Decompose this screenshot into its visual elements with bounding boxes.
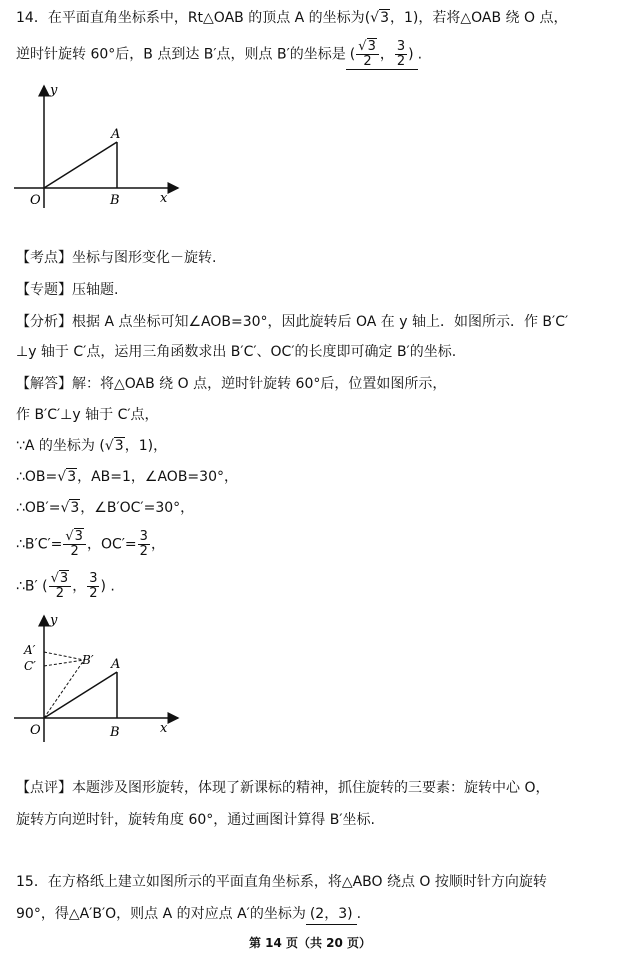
dianping-line2: 旋转方向逆时针，旋转角度 60°，通过画图计算得 B′坐标. — [16, 812, 375, 828]
label-x: x — [160, 721, 168, 736]
label-y: y — [50, 83, 58, 98]
label-y: y — [50, 613, 58, 628]
step-3: ∴OB′=√3，∠B′OC′=30°， — [16, 500, 195, 516]
q14-line2: 逆时针旋转 60°后，B 点到达 B′点，则点 B′的坐标是 ( $\frac{√3}{2}$ ， $\frac{3}{2}$ ) . — [16, 39, 423, 69]
q15-line1: 15．在方格纸上建立如图所示的平面直角坐标系，将△ABO 绕点 O 按顺时针方向旋转 — [16, 874, 547, 890]
label-a-prime: A′ — [24, 643, 36, 657]
label-a: A — [111, 657, 121, 672]
segment-oa — [44, 672, 117, 718]
segment-a-prime-b-prime — [44, 652, 84, 660]
jieda-line1: 【解答】解：将△OAB 绕 O 点，逆时针旋转 60°后，位置如图所示， — [16, 376, 447, 392]
step-4: ∴B′C′= $\frac{√3}{2}$ ，OC′= $\frac{3}{2}$ ， — [16, 529, 165, 559]
label-b-prime: B′ — [82, 653, 94, 667]
segment-ob-prime — [44, 660, 84, 718]
step-5: ∴B′ ( $\frac{√3}{2}$ ， $\frac{3}{2}$ ) . — [16, 571, 115, 601]
jieda-line2: 作 B′C′⊥y 轴于 C′点， — [16, 407, 159, 423]
segment-c-prime-b-prime — [44, 660, 84, 666]
fraction: $\frac{√3}{2}$ — [356, 40, 379, 69]
label-x: x — [160, 191, 168, 206]
page-footer: 第 14 页（共 20 页） — [248, 936, 372, 950]
kaodian: 【考点】坐标与图形变化－旋转. — [16, 250, 217, 266]
label-b: B — [110, 725, 120, 740]
label-b: B — [110, 193, 120, 208]
dianping-line1: 【点评】本题涉及图形旋转，体现了新课标的精神，抓住旋转的三要素：旋转中心 O， — [16, 780, 550, 796]
zhuanti: 【专题】压轴题. — [16, 282, 119, 298]
q14-line1: 14．在平面直角坐标系中，Rt△OAB 的顶点 A 的坐标为(√3，1)，若将△OAB 绕 O 点， — [16, 10, 568, 26]
fraction: $\frac{3}{2}$ — [396, 39, 406, 69]
label-a: A — [111, 127, 121, 142]
fenxi-line1: 【分析】根据 A 点坐标可知∠AOB=30°，因此旋转后 OA 在 y 轴上．如图所示．作 B′C′ — [16, 314, 569, 330]
q15-answer-blank: (2，3) — [306, 904, 357, 925]
segment-oa — [44, 142, 117, 188]
fenxi-line2: ⊥y 轴于 C′点，运用三角函数求出 B′C′、OC′的长度即可确定 B′的坐标. — [16, 344, 457, 360]
q15-line2: 90°，得△A′B′O，则点 A 的对应点 A′的坐标为 (2，3) . — [16, 904, 361, 925]
label-o: O — [30, 723, 41, 738]
step-1: ∵A 的坐标为 (√3，1)， — [16, 438, 168, 454]
step-2: ∴OB=√3，AB=1，∠AOB=30°， — [16, 469, 238, 485]
sqrt-expression: √3 — [370, 10, 389, 26]
figure-1-coordinate-diagram — [10, 82, 190, 214]
figure-2-rotated-diagram — [10, 612, 190, 748]
q14-answer-blank: ( $\frac{√3}{2}$ ， $\frac{3}{2}$ ) — [346, 40, 418, 70]
label-c-prime: C′ — [24, 659, 36, 673]
label-o: O — [30, 193, 41, 208]
